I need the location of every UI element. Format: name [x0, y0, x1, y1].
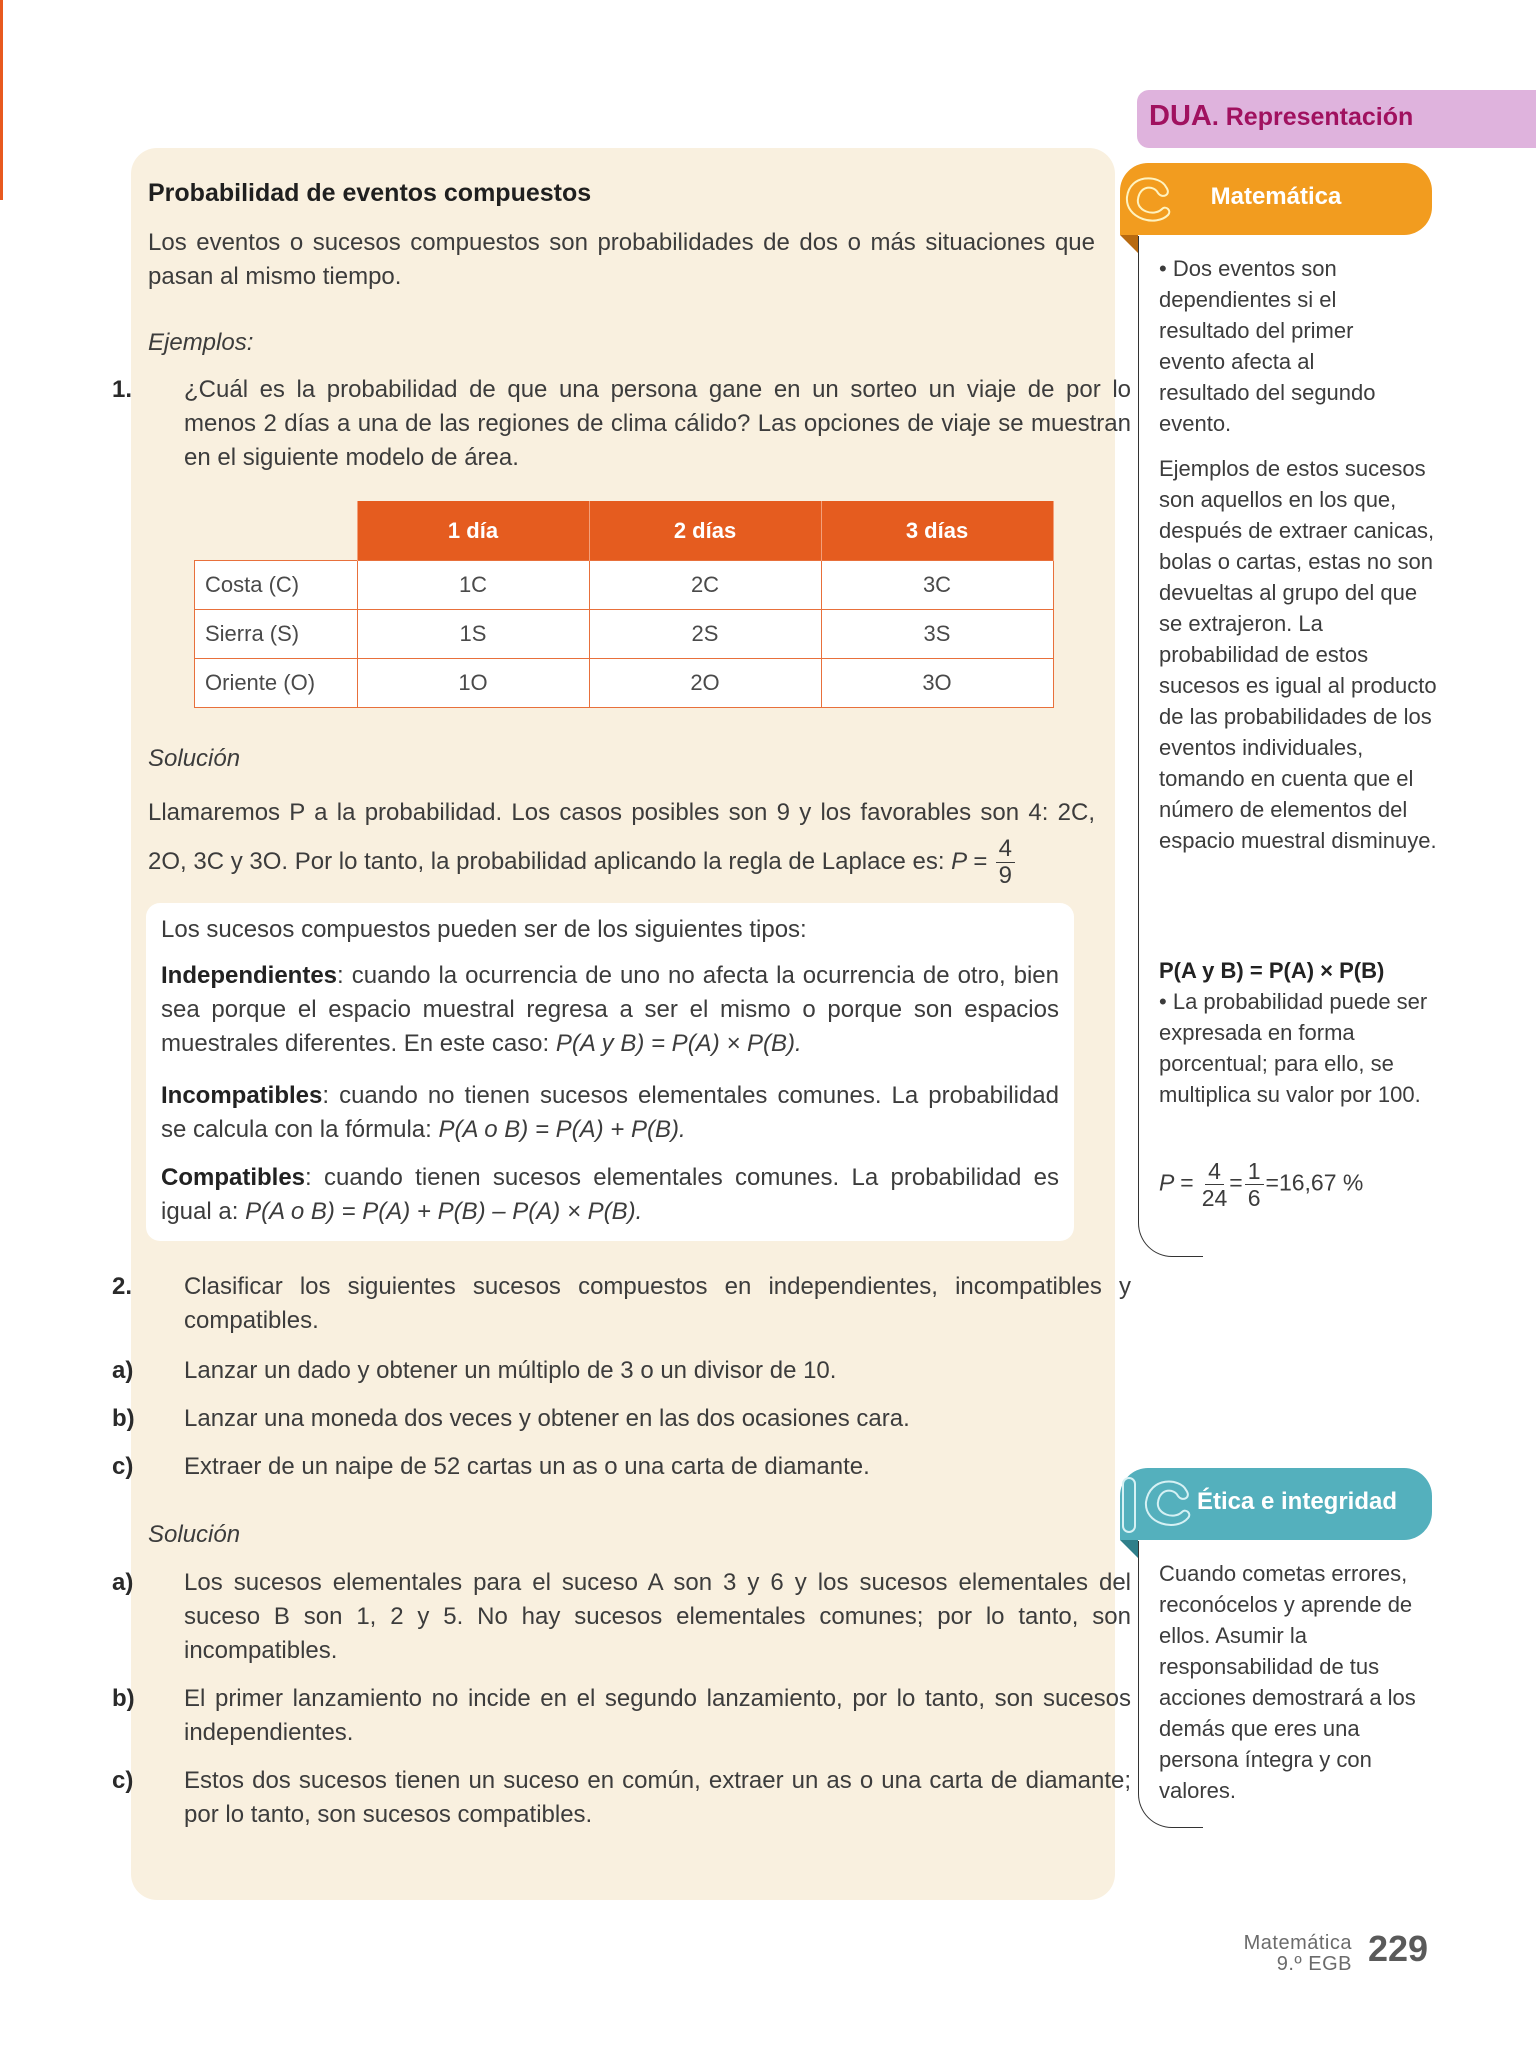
- example-2-item-b: [112, 1402, 1131, 1436]
- table-row: [195, 561, 1054, 610]
- ethics-box-header: [1120, 1468, 1432, 1540]
- solution-2-item-c: [112, 1764, 1131, 1832]
- solution-1-label: Solución: [148, 745, 241, 772]
- type-independientes: [161, 959, 1059, 1061]
- fraction-denominator: 6: [1247, 1185, 1261, 1211]
- column-header: 2 días: [589, 501, 821, 561]
- example-1-text: ¿Cuál es la probabilidad de que una persona gane en un sorteo un viaje de por lo menos 2 días a una de las regiones de clima cálido? Las opciones de viaje se muestran en el siguiente modelo de área.: [184, 376, 1131, 471]
- footer-subject-name: Matemática: [1243, 1932, 1352, 1954]
- example-lhs: P =: [1159, 1169, 1194, 1196]
- table-cell: 3S: [821, 610, 1053, 659]
- example-1-number: 1.: [112, 376, 133, 403]
- solution-2-label: Solución: [148, 1521, 241, 1548]
- solution-2-item-b: [112, 1682, 1131, 1750]
- row-header: Sierra (S): [195, 610, 358, 659]
- math-percent-example: P = $\frac{4}{24}$ = $\frac{1}{6}$ =16,67 %: [1159, 1158, 1364, 1211]
- fraction-numerator: 1: [1245, 1158, 1264, 1185]
- footer-grade: 9.º EGB: [1276, 1953, 1352, 1975]
- item-letter: c): [112, 1453, 134, 1480]
- type-name: Compatibles: [161, 1164, 306, 1191]
- example-2-text: Clasificar los siguientes sucesos compuestos en independientes, incompatibles y compatibles.: [184, 1273, 1131, 1334]
- fraction-numerator: 4: [996, 836, 1015, 863]
- event-types-box: [146, 903, 1074, 1241]
- item-letter: a): [112, 1569, 134, 1596]
- item-letter: c): [112, 1767, 134, 1794]
- item-letter: a): [112, 1357, 134, 1384]
- table-cell: 2C: [589, 561, 821, 610]
- item-text: Extraer de un naipe de 52 cartas un as o una carta de diamante.: [184, 1453, 870, 1480]
- ethics-text: Cuando cometas errores, reconócelos y aprende de ellos. Asumir la responsabilidad de tus acciones demostrará a los demás que eres una persona íntegra y con valores.: [1159, 1561, 1416, 1803]
- math-bullet-1-text: Dos eventos son dependientes si el resultado del primer evento afecta al resultado del segundo evento.: [1159, 256, 1376, 436]
- dua-banner: [1137, 90, 1536, 148]
- intro-paragraph: Los eventos o sucesos compuestos son probabilidades de dos o más situaciones que pasan al mismo tiempo.: [148, 229, 1095, 290]
- laplace-fraction: [996, 836, 1015, 889]
- math-formula: P(A y B) = P(A) × P(B): [1159, 958, 1385, 983]
- type-description: : cuando la ocurrencia de uno no afecta la ocurrencia de otro, bien sea porque el espacio muestral regresa a ser el mismo o porque son espacios muestrales diferentes. En este caso:: [161, 962, 1059, 1057]
- fraction-denominator: 24: [1201, 1185, 1228, 1211]
- math-bullet-2-text: La probabilidad puede ser expresada en forma porcentual; para ello, se multiplica su valor por 100.: [1159, 989, 1428, 1107]
- dua-label: DUA: [1149, 100, 1212, 132]
- example-2: [112, 1270, 1131, 1338]
- section-title: Probabilidad de eventos compuestos: [148, 179, 592, 207]
- page-edge-stripe: [0, 0, 3, 200]
- item-letter: b): [112, 1405, 135, 1432]
- type-formula: P(A o B) = P(A) + P(B) – P(A) × P(B).: [245, 1198, 643, 1225]
- table-row: [195, 659, 1054, 708]
- example-fraction-1: [1202, 1158, 1228, 1211]
- area-model-table: [194, 501, 1054, 708]
- table-header-row: [195, 501, 1054, 561]
- table-cell: 3C: [821, 561, 1053, 610]
- type-name: Independientes: [161, 962, 338, 989]
- solution-1-body: Llamaremos P a la probabilidad. Los casos posibles son 9 y los favorables son 4: 2C, 2O, 3C y 3O. Por lo tanto, la probabilidad aplicando la regla de Laplace es:: [148, 799, 1095, 875]
- table-cell: 1O: [357, 659, 589, 708]
- example-2-item-c: [112, 1450, 1131, 1484]
- laplace-formula-lhs: P =: [951, 847, 987, 875]
- footer-subject: [1190, 1933, 1352, 1975]
- type-description: : cuando tienen sucesos elementales comunes. La probabilidad es igual a:: [161, 1164, 1059, 1225]
- math-box-header: [1120, 163, 1432, 235]
- example-1: [112, 373, 1131, 475]
- example-result: =16,67 %: [1265, 1169, 1364, 1196]
- dua-title: [1149, 100, 1413, 133]
- solution-2-item-a: [112, 1566, 1131, 1668]
- table-row: [195, 610, 1054, 659]
- example-2-number: 2.: [112, 1273, 133, 1300]
- item-text: Lanzar un dado y obtener un múltiplo de 3 o un divisor de 10.: [184, 1357, 837, 1384]
- example-fraction-2: [1245, 1158, 1264, 1211]
- table-cell: 1C: [357, 561, 589, 610]
- math-bullet-2: • La probabilidad puede ser expresada en forma porcentual; para ello, se multiplica su valor por 100.: [1159, 989, 1428, 1107]
- row-header: Oriente (O): [195, 659, 358, 708]
- fraction-denominator: 9: [998, 862, 1013, 889]
- solution-1-text: [148, 790, 1095, 889]
- table-cell: 2O: [589, 659, 821, 708]
- type-formula: P(A o B) = P(A) + P(B).: [438, 1116, 686, 1143]
- table-corner: [195, 501, 358, 561]
- fraction-numerator: 4: [1205, 1158, 1224, 1185]
- row-header: Costa (C): [195, 561, 358, 610]
- item-text: Lanzar una moneda dos veces y obtener en las dos ocasiones cara.: [184, 1405, 910, 1432]
- type-incompatibles: [161, 1079, 1059, 1147]
- column-header: 3 días: [821, 501, 1053, 561]
- example-2-item-a: [112, 1354, 1131, 1388]
- table-cell: 1S: [357, 610, 589, 659]
- table-cell: 3O: [821, 659, 1053, 708]
- math-tab-fold: [1120, 235, 1138, 253]
- item-text: Los sucesos elementales para el suceso A son 3 y 6 y los sucesos elementales del suceso B son 1, 2 y 5. No hay sucesos elementales comunes; por lo tanto, son incompatibles.: [184, 1569, 1131, 1664]
- type-compatibles: [161, 1161, 1059, 1229]
- math-bullet-1: • Dos eventos son dependientes si el resultado del primer evento afecta al resultado del segundo evento.: [1159, 256, 1376, 436]
- math-paragraph: Ejemplos de estos sucesos son aquellos en los que, después de extraer canicas, bolas o cartas, estas no son devueltas al grupo del que se extrajeron. La probabilidad de estos sucesos es igual al producto de las probabilidades de los eventos individuales, tomando en cuenta que el número de elementos del espacio muestral disminuye.: [1159, 456, 1437, 853]
- dua-subtitle: . Representación: [1211, 103, 1414, 131]
- event-types-intro: Los sucesos compuestos pueden ser de los siguientes tipos:: [161, 916, 807, 943]
- column-header: 1 día: [357, 501, 589, 561]
- page-number: 229: [1368, 1928, 1429, 1969]
- item-text: El primer lanzamiento no incide en el segundo lanzamiento, por lo tanto, son sucesos independientes.: [184, 1685, 1131, 1746]
- examples-label: Ejemplos:: [148, 329, 254, 356]
- table-cell: 2S: [589, 610, 821, 659]
- ethics-tab-fold: [1120, 1540, 1138, 1558]
- item-letter: b): [112, 1685, 135, 1712]
- math-box-title: Matemática: [1210, 183, 1342, 210]
- ethics-box-title: Ética e integridad: [1196, 1488, 1398, 1515]
- type-name: Incompatibles: [161, 1082, 323, 1109]
- type-formula: P(A y B) = P(A) × P(B).: [555, 1030, 802, 1057]
- main-content-panel: [112, 148, 1131, 1900]
- type-description: : cuando no tienen sucesos elementales comunes. La probabilidad se calcula con la fórmula:: [161, 1082, 1059, 1143]
- item-text: Estos dos sucesos tienen un suceso en común, extraer un as o una carta de diamante; por lo tanto, son sucesos compatibles.: [184, 1767, 1131, 1828]
